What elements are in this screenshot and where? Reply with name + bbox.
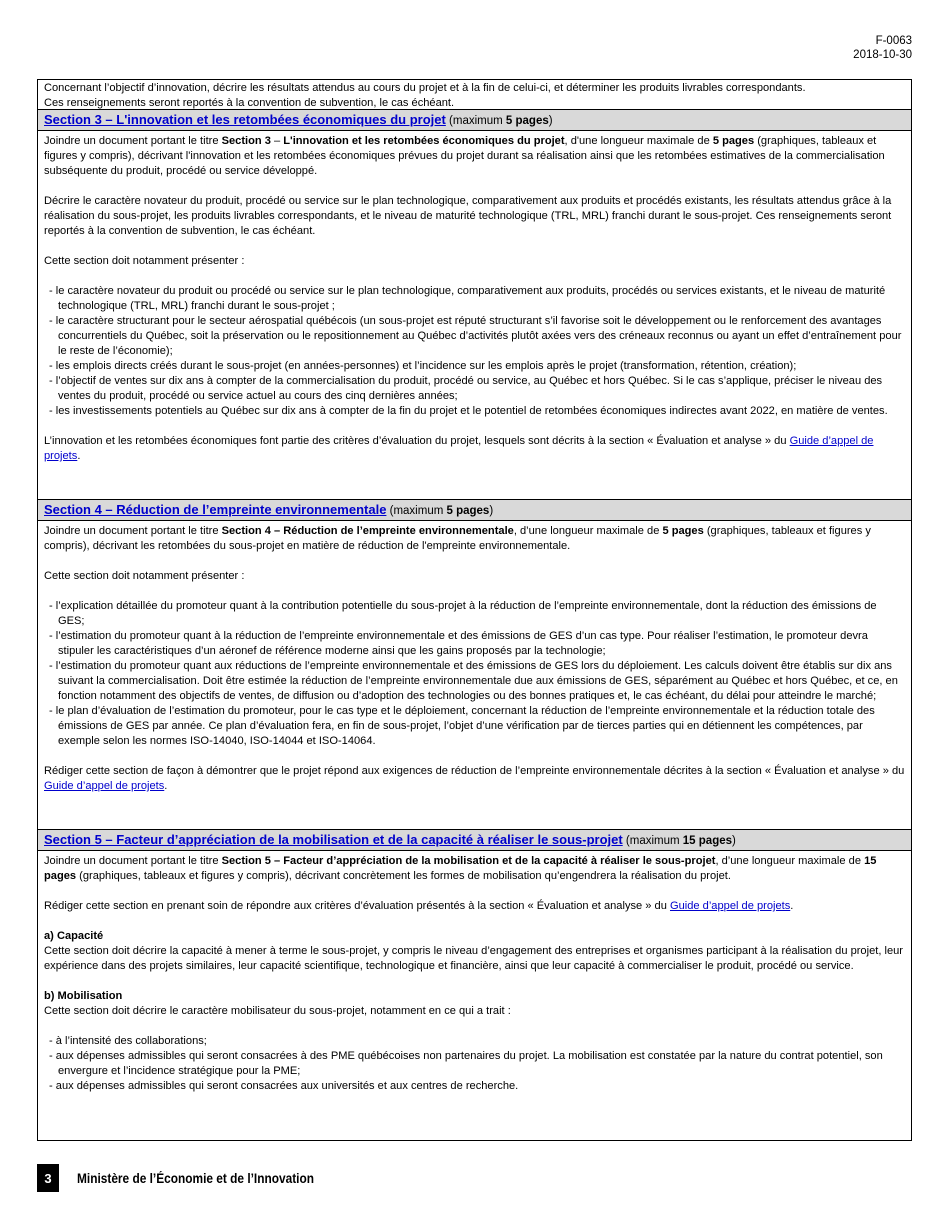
list-item: - l’estimation du promoteur quant à la réduction de l’empreinte environnementale et des émissions de GES d’un cas type. Pour réaliser l’estimation, le promoteur devra stipuler les caractéristiques d’un aéronef de référence moderne ainsi que les gains proposés par la technologie; xyxy=(49,630,868,657)
section-5-header xyxy=(38,830,911,851)
ministry-name: Ministère de l’Économie et de l’Innovation xyxy=(77,1170,314,1186)
intro-line-1: Concernant l’objectif d’innovation, décrire les résultats attendus au cours du projet et à la fin de celui-ci, et déterminer les produits livrables correspondants. xyxy=(44,82,806,94)
section-3-paragraph-3: Cette section doit notamment présenter : xyxy=(44,255,245,267)
section-3-limit: (maximum 5 pages) xyxy=(449,115,553,127)
list-item: - le caractère structurant pour le secteur aérospatial québécois (un sous-projet est réputé structurant s’il favorise soit le développement ou le renforcement des avantages concurrentiels du Québec, soit la préservation ou le repositionnement au Québec d’activités plutôt axées vers des créneaux reconnus ou ayant un effet d’entraînement pour le reste de l’économie); xyxy=(49,315,902,357)
list-item: - le plan d’évaluation de l’estimation du promoteur, pour le cas type et le déploiement, concernant la réduction de l’empreinte environnementale et la réduction totale des émissions de GES par année. Ce plan d’évaluation fera, en fin de sous-projet, l’objet d’une vérification par de tierces parties qui en détiennent les compétences, par exemple selon les normes ISO-14040, ISO-14044 et ISO-14064. xyxy=(49,705,875,747)
section-3-body xyxy=(38,131,911,500)
guide-link[interactable]: Guide d’appel de projets xyxy=(44,780,165,792)
list-item: - l’estimation du promoteur quant aux réductions de l’empreinte environnementale et des émissions de GES lors du déploiement. Les calculs doivent être établis sur dix ans suivant la commercialisation. Doit être estimée la réduction de l’empreinte environnementale due aux émissions de GES, séparément au Québec et hors Québec, et ce, en fonction notamment des objectifs de ventes, de diffusion ou d’adoption des technologies ou des bonnes pratiques et, le cas échéant, du délai pour atteindre le marché; xyxy=(49,660,898,702)
section-5-paragraph-1: Joindre un document portant le titre Section 5 – Facteur d’appréciation de la mobilisation et de la capacité à réaliser le sous-projet, d’une longueur maximale de 15 pages (graphiques, tableaux et figures y compris), décrivant concrètement les formes de mobilisation qu’engendrera la réalisation du projet. xyxy=(44,855,877,882)
section-3-paragraph-2: Décrire le caractère novateur du produit, procédé ou service sur le plan technologique, comparativement aux produits et procédés existants, les résultats attendus grâce à la réalisation du sous-projet, les produits livrables correspondants, et le niveau de maturité technologique (TRL, MRL) franchi durant le sous-projet. Ces renseignements seront reportés à la convention de subvention, le cas échéant. xyxy=(44,195,892,237)
section-3-list xyxy=(44,284,905,419)
section-5-paragraph-2: Rédiger cette section en prenant soin de répondre aux critères d’évaluation présentés à la section « Évaluation et analyse » du Guide d’appel de projets. xyxy=(44,900,794,912)
section-4-list xyxy=(44,599,905,749)
section-3-paragraph-4: L’innovation et les retombées économiques font partie des critères d’évaluation du projet, lesquels sont décrits à la section « Évaluation et analyse » du Guide d’appel de projets. xyxy=(44,435,874,462)
section-5-title[interactable]: Section 5 – Facteur d’appréciation de la mobilisation et de la capacité à réaliser le sous-projet xyxy=(44,832,623,847)
list-item: - l’explication détaillée du promoteur quant à la contribution potentielle du sous-projet à la réduction de l’empreinte environnementale, dont la réduction des émissions de GES; xyxy=(49,600,877,627)
list-item: - aux dépenses admissibles qui seront consacrées aux universités et aux centres de recherche. xyxy=(49,1080,519,1092)
guide-link[interactable]: Guide d’appel de projets xyxy=(44,435,874,462)
section-4-paragraph-3: Rédiger cette section de façon à démontrer que le projet répond aux exigences de réduction de l’empreinte environnementale décrites à la section « Évaluation et analyse » du Guide d’appel de projets. xyxy=(44,765,905,792)
section-3-paragraph-1: Joindre un document portant le titre Section 3 – L'innovation et les retombées économiques du projet, d'une longueur maximale de 5 pages (graphiques, tableaux et figures y compris), décrivant l'innovation et les retombées économiques prévues du projet durant sa réalisation ainsi que les retombées estimatives de la commercialisation subséquente du produit, procédé ou service développé. xyxy=(44,135,885,177)
form-reference xyxy=(853,34,912,62)
mobilisation-heading: b) Mobilisation xyxy=(44,990,123,1002)
intro-line-2: Ces renseignements seront reportés à la convention de subvention, le cas échéant. xyxy=(44,97,455,109)
list-item: - l’objectif de ventes sur dix ans à compter de la commercialisation du produit, procédé ou service, au Québec et hors Québec. Si le cas s’applique, préciser le niveau des ventes du produit, procédé ou service actuel au cours des cinq dernières années; xyxy=(49,375,883,402)
list-item: - les emplois directs créés durant le sous-projet (en années-personnes) et l’incidence sur les emplois après le projet (transformation, rétention, création); xyxy=(49,360,797,372)
section-4-paragraph-2: Cette section doit notamment présenter : xyxy=(44,570,245,582)
list-item: - les investissements potentiels au Québec sur dix ans à compter de la fin du projet et le potentiel de retombées économiques indirectes avant 2022, en matière de ventes. xyxy=(49,405,888,417)
section-4-header xyxy=(38,500,911,521)
list-item: - aux dépenses admissibles qui seront consacrées à des PME québécoises non partenaires du projet. La mobilisation est constatée par la nature du contrat potentiel, son envergure et l’incidence stratégique pour la PME; xyxy=(49,1050,883,1077)
guide-link[interactable]: Guide d’appel de projets xyxy=(669,900,791,912)
section-5-body xyxy=(38,851,911,1094)
capacity-heading: a) Capacité xyxy=(44,930,104,942)
section-5-limit: (maximum 15 pages) xyxy=(625,835,736,847)
page-footer xyxy=(37,1164,346,1192)
list-item: - le caractère novateur du produit ou procédé ou service sur le plan technologique, comparativement aux produits, procédés ou services existants, et le niveau de maturité technologique (TRL, MRL) franchi durant le sous-projet ; xyxy=(49,285,886,312)
section-3-header xyxy=(38,110,911,131)
intro-block xyxy=(38,80,911,110)
form-frame xyxy=(37,79,912,1141)
form-date: 2018-10-30 xyxy=(853,49,912,61)
section-3-title[interactable]: Section 3 – L'innovation et les retombées économiques du projet xyxy=(44,112,446,127)
section-4-title[interactable]: Section 4 – Réduction de l’empreinte environnementale xyxy=(44,502,387,517)
section-4-body xyxy=(38,521,911,830)
form-code: F-0063 xyxy=(875,35,912,47)
capacity-text: Cette section doit décrire la capacité à mener à terme le sous-projet, y compris le niveau d’engagement des entreprises et organismes participant à la réalisation du projet, leur expérience dans des projets similaires, leur capacité scientifique, technologique et financière, ainsi que leur capacité à commercialiser le produit, procédé ou service. xyxy=(44,945,903,972)
section-5-list xyxy=(44,1034,905,1094)
list-item: - à l’intensité des collaborations; xyxy=(49,1035,207,1047)
section-4-limit: (maximum 5 pages) xyxy=(389,505,494,517)
mobilisation-text: Cette section doit décrire le caractère mobilisateur du sous-projet, notamment en ce qui a trait : xyxy=(44,1005,511,1017)
section-4-paragraph-1: Joindre un document portant le titre Section 4 – Réduction de l’empreinte environnementale, d’une longueur maximale de 5 pages (graphiques, tableaux et figures y compris), décrivant les retombées du sous-projet en matière de réduction de l'empreinte environnementale. xyxy=(44,525,871,552)
page-number: 3 xyxy=(37,1164,59,1192)
